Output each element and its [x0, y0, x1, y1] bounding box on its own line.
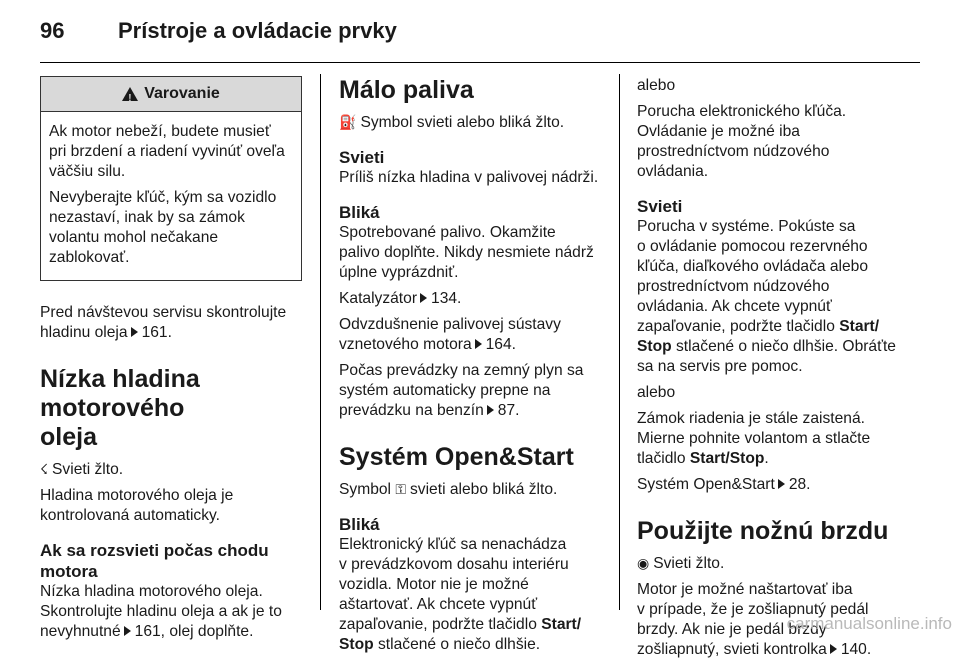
key-fault-text: Porucha elektronického kľúča. Ovládanie je možné iba prostredníctvom núdzového ovládania.: [637, 103, 847, 180]
fuel-heading: Málo paliva: [339, 76, 474, 104]
start-stop-label: Start/ Stop: [637, 318, 880, 355]
column-3: [637, 76, 899, 666]
open-start-symbol-line: Symbol ⚿ svieti alebo bliká žlto.: [339, 481, 558, 498]
column-1: [40, 76, 302, 648]
service-paragraph: Pred návštevou servisu skontrolujte hladinu oleja 161.: [40, 304, 287, 341]
oil-text: Nízka hladina motorového oleja. Skontrolujte hladinu oleja a ak je to nevyhnutné 161, olej doplňte.: [40, 583, 282, 640]
brake-text: Motor je možné naštartovať iba v prípade, že je zošliapnutý pedál brzdy. Ak nie je pedál brzdy zošliapnutý, svieti kontrolka 140.: [637, 581, 872, 658]
warning-triangle-icon: [122, 87, 138, 101]
page-number: 96: [40, 18, 65, 43]
reference-triangle-icon: [124, 626, 131, 636]
oil-subheading: Ak sa rozsvieti počas chodu motora: [40, 541, 269, 581]
fuel-symbol-line: ⛽ Symbol svieti alebo bliká žlto.: [339, 114, 565, 131]
fuel-blink-heading: Bliká: [339, 203, 380, 222]
open-start-blink-text: Elektronický kľúč sa nenachádza v prevádzkovom dosahu interiéru vozidla. Motor nie je možné aštartovať. Ak chcete vypnúť zapaľovanie, podržte tlačidlo Start/ Stop stlačené o niečo dlhšie.: [339, 536, 582, 653]
system-lit-heading: Svieti: [637, 197, 683, 216]
oil-can-icon: ☇: [40, 461, 49, 477]
column-divider-2: [619, 74, 620, 610]
fuel-pump-icon: ⛽: [339, 114, 357, 130]
key-icon: ⚿: [395, 481, 406, 497]
warning-box: [40, 76, 302, 281]
system-lit-text: Porucha v systéme. Pokúste sa o ovládanie pomocou rezervného kľúča, diaľkového ovládača alebo prostredníctvom núdzového ovládania. Ak chcete vypnúť zapaľovanie, podržte tlačidlo Start/ Stop stlačené o niečo dlhšie. Obráťte sa na servis pre pomoc.: [637, 218, 896, 375]
page-title: Prístroje a ovládacie prvky: [118, 18, 397, 43]
open-start-heading: Systém Open&Start: [339, 443, 574, 471]
reference-triangle-icon: [830, 644, 837, 654]
warning-label: Varovanie: [144, 85, 220, 102]
gas-text: Počas prevádzky na zemný plyn sa systém automaticky prepne na prevádzku na benzín 87.: [339, 362, 584, 419]
start-stop-label: Start/Stop: [689, 450, 765, 467]
start-stop-label: Start/ Stop: [339, 616, 582, 653]
open-start-ref-line: Systém Open&Start 28.: [637, 476, 811, 493]
fuel-blink-text: Spotrebované palivo. Okamžite palivo doplňte. Nikdy nesmiete nádrž úplne vyprázdniť.: [339, 224, 594, 281]
column-2: [339, 76, 601, 661]
vent-text: Odvzdušnenie palivovej sústavy vznetového motora 164.: [339, 316, 561, 353]
open-start-blink-heading: Bliká: [339, 515, 380, 534]
warning-text-1: Ak motor nebeží, budete musieť pri brzdení a riadení vyvinúť oveľa väčšiu silu.: [49, 123, 285, 180]
alebo-1: alebo: [637, 77, 676, 94]
brake-lit-line: ◉ Svieti žlto.: [637, 555, 725, 572]
reference-triangle-icon: [131, 327, 138, 337]
lock-text: Zámok riadenia je stále zaistená. Mierne pohnite volantom a stlačte tlačidlo Start/Stop.: [637, 410, 871, 467]
alebo-2: alebo: [637, 384, 676, 401]
fuel-lit-heading: Svieti: [339, 148, 385, 167]
reference-triangle-icon: [487, 405, 494, 415]
warning-text-2: Nevyberajte kľúč, kým sa vozidlo nezastaví, inak by sa zámok volantu mohol nečakane zablokovať.: [49, 189, 277, 266]
warning-header: [41, 77, 301, 112]
column-divider-1: [320, 74, 321, 610]
catalyst-line: Katalyzátor 134.: [339, 290, 462, 307]
watermark: carmanualsonline.info: [786, 614, 952, 633]
reference-triangle-icon: [475, 339, 482, 349]
oil-heading: Nízka hladina motorového oleja: [40, 365, 200, 451]
reference-triangle-icon: [778, 479, 785, 489]
oil-auto-text: Hladina motorového oleja je kontrolovaná automaticky.: [40, 487, 234, 524]
reference-triangle-icon: [420, 293, 427, 303]
brake-heading: Použijte nožnú brzdu: [637, 517, 889, 545]
oil-lit-line: ☇ Svieti žlto.: [40, 461, 124, 478]
fuel-lit-text: Príliš nízka hladina v palivovej nádrži.: [339, 169, 599, 186]
page-header: [40, 16, 920, 56]
brake-icon: ◉: [637, 555, 650, 571]
header-rule: [40, 62, 920, 63]
